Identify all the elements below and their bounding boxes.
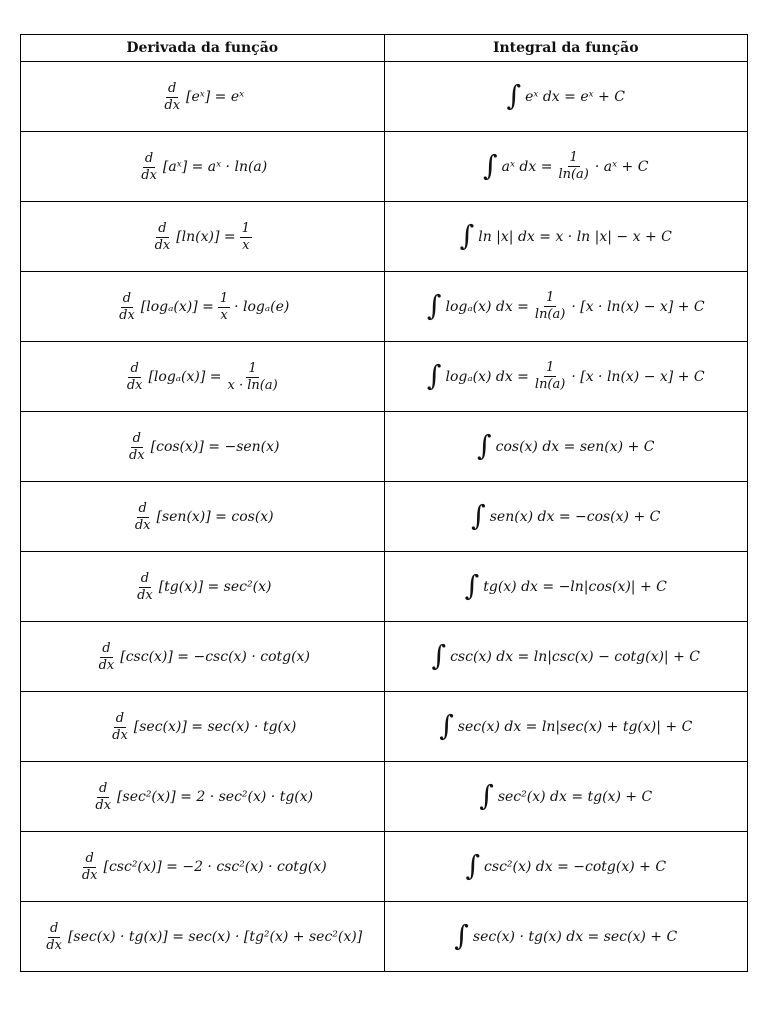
derivative-formula	[115, 291, 289, 324]
integral-tail: · aˣ + C	[594, 158, 649, 175]
result-denominator: x · ln(a)	[227, 377, 278, 393]
integral-formula	[427, 360, 705, 393]
derivative-expression: [csc(x)] = −csc(x) · cotg(x)	[120, 649, 310, 665]
derivative-formula	[123, 361, 282, 394]
integral-formula	[465, 848, 667, 882]
d-numerator: d	[99, 780, 108, 796]
result-numerator: 1	[219, 290, 229, 306]
derivative-cell	[21, 692, 385, 762]
integral-numerator: 1	[569, 150, 578, 165]
table-row	[21, 202, 748, 272]
derivative-formula	[42, 921, 362, 954]
result-denominator: x	[242, 237, 250, 253]
derivative-expression: [eˣ] = eˣ	[186, 89, 245, 105]
integral-cell	[384, 552, 748, 622]
integral-expression: sec(x) dx = ln|sec(x) + tg(x)| + C	[457, 718, 693, 735]
result-fraction	[226, 361, 280, 394]
derivative-cell	[21, 412, 385, 482]
integral-fraction	[533, 290, 567, 323]
integral-formula	[439, 708, 693, 742]
d-numerator: d	[132, 430, 141, 446]
integral-sign-icon: ∫	[483, 148, 498, 182]
integral-fraction	[533, 360, 567, 393]
d-numerator: d	[144, 150, 154, 166]
derivative-cell	[21, 202, 385, 272]
derivative-formula	[95, 641, 310, 674]
derivative-expression: [csc²(x)] = −2 · csc²(x) · cotg(x)	[103, 859, 327, 875]
table-row	[21, 342, 748, 412]
d-denominator: dx	[164, 97, 181, 113]
integral-denominator: ln(a)	[534, 377, 566, 392]
table-row	[21, 552, 748, 622]
d-denominator: dx	[137, 587, 153, 603]
derivative-expression: [aˣ] = aˣ · ln(a)	[162, 159, 268, 175]
header-integral: Integral da função	[384, 35, 748, 62]
integral-sign-icon: ∫	[426, 288, 442, 322]
integral-expression: csc²(x) dx = −cotg(x) + C	[484, 858, 667, 875]
derivative-formula	[160, 81, 244, 114]
integral-expression: aˣ dx =	[501, 158, 553, 175]
integral-expression: csc(x) dx = ln|csc(x) − cotg(x)| + C	[450, 648, 700, 665]
integral-tail: · [x · ln(x) − x] + C	[571, 368, 705, 385]
d-denominator: dx	[128, 447, 145, 463]
d-numerator: d	[140, 570, 150, 586]
integral-sign-icon: ∫	[479, 778, 494, 812]
d-dx-fraction	[125, 361, 145, 394]
integral-expression: tg(x) dx = −ln|cos(x)| + C	[483, 578, 667, 595]
integral-sign-icon: ∫	[431, 638, 447, 672]
d-denominator: dx	[98, 657, 115, 673]
integral-expression: cos(x) dx = sen(x) + C	[495, 438, 655, 455]
derivative-cell	[21, 902, 385, 972]
d-numerator: d	[85, 850, 94, 866]
derivative-cell	[21, 622, 385, 692]
result-numerator: 1	[241, 220, 250, 236]
d-numerator: d	[130, 360, 139, 376]
d-dx-fraction	[162, 81, 182, 114]
derivative-cell	[21, 762, 385, 832]
derivative-expression: [sec²(x)] = 2 · sec²(x) · tg(x)	[117, 789, 314, 805]
integral-sign-icon: ∫	[477, 428, 492, 462]
integral-numerator: 1	[545, 360, 555, 375]
derivative-expression: [ln(x)] =	[176, 229, 236, 245]
derivative-expression: [logₐ(x)] =	[140, 299, 214, 315]
integral-cell	[384, 412, 748, 482]
integral-formula	[477, 428, 655, 462]
table-row	[21, 62, 748, 132]
integral-sign-icon: ∫	[464, 568, 480, 602]
d-denominator: dx	[141, 167, 157, 183]
derivative-formula	[91, 781, 313, 814]
integral-cell	[384, 482, 748, 552]
integral-formula	[459, 218, 672, 252]
integral-denominator: ln(a)	[558, 167, 589, 182]
result-fraction	[218, 291, 230, 324]
d-dx-fraction	[97, 641, 117, 674]
integral-sign-icon: ∫	[465, 848, 481, 882]
d-denominator: dx	[126, 377, 143, 393]
table-row	[21, 692, 748, 762]
integral-expression: logₐ(x) dx =	[445, 298, 529, 315]
integral-denominator: ln(a)	[534, 307, 566, 322]
d-denominator: dx	[154, 237, 171, 253]
integral-cell	[384, 272, 748, 342]
derivative-expression: [sec(x)] = sec(x) · tg(x)	[133, 719, 297, 735]
integral-sign-icon: ∫	[426, 358, 442, 392]
d-numerator: d	[102, 640, 111, 656]
d-denominator: dx	[46, 937, 62, 953]
integral-formula	[483, 150, 648, 183]
derivative-expression: [tg(x)] = sec²(x)	[158, 579, 272, 595]
integral-formula	[454, 918, 678, 952]
table-row	[21, 902, 748, 972]
d-denominator: dx	[81, 867, 98, 883]
d-dx-fraction	[133, 501, 153, 534]
table-row	[21, 832, 748, 902]
d-dx-fraction	[44, 921, 64, 954]
derivative-expression: [cos(x)] = −sen(x)	[150, 439, 280, 455]
d-dx-fraction	[110, 711, 130, 744]
derivative-formula	[108, 711, 296, 744]
table-row	[21, 622, 748, 692]
table-row	[21, 272, 748, 342]
integral-expression: sec²(x) dx = tg(x) + C	[497, 788, 653, 805]
integral-formula	[479, 778, 653, 812]
d-dx-fraction	[153, 221, 173, 254]
integral-sign-icon: ∫	[454, 918, 469, 952]
derivative-tail: · logₐ(e)	[234, 299, 290, 315]
integral-cell	[384, 342, 748, 412]
table-body	[21, 62, 748, 972]
integral-expression: ln |x| dx = x · ln |x| − x + C	[478, 228, 672, 245]
integral-formula	[427, 290, 705, 323]
derivative-cell	[21, 342, 385, 412]
d-dx-fraction	[135, 571, 155, 604]
d-denominator: dx	[95, 797, 112, 813]
integral-cell	[384, 692, 748, 762]
derivative-cell	[21, 272, 385, 342]
d-dx-fraction	[80, 851, 100, 884]
integral-formula	[464, 568, 667, 602]
d-numerator: d	[115, 710, 125, 726]
integral-numerator: 1	[545, 290, 555, 305]
integral-tail: · [x · ln(x) − x] + C	[571, 298, 705, 315]
integral-formula	[431, 638, 700, 672]
d-numerator: d	[49, 920, 59, 936]
table-row	[21, 412, 748, 482]
table-row	[21, 482, 748, 552]
derivative-formula	[137, 151, 267, 184]
integral-expression: logₐ(x) dx =	[445, 368, 529, 385]
derivative-formula	[125, 431, 280, 464]
integral-cell	[384, 902, 748, 972]
integral-fraction	[556, 150, 590, 183]
integral-cell	[384, 762, 748, 832]
d-numerator: d	[168, 80, 177, 96]
d-denominator: dx	[119, 307, 135, 323]
derivative-cell	[21, 132, 385, 202]
d-denominator: dx	[134, 517, 151, 533]
integral-formula	[506, 78, 625, 112]
integral-formula	[471, 498, 661, 532]
derivative-expression: [sen(x)] = cos(x)	[156, 509, 274, 525]
table-row	[21, 132, 748, 202]
derivative-cell	[21, 482, 385, 552]
derivative-expression: [sec(x) · tg(x)] = sec(x) · [tg²(x) + sec²(x)]	[67, 929, 363, 945]
d-dx-fraction	[127, 431, 147, 464]
table-row	[21, 762, 748, 832]
integral-sign-icon: ∫	[506, 78, 522, 112]
integral-cell	[384, 132, 748, 202]
derivative-cell	[21, 552, 385, 622]
d-dx-fraction	[139, 151, 159, 184]
d-dx-fraction	[117, 291, 137, 324]
integral-cell	[384, 622, 748, 692]
header-derivative: Derivada da função	[21, 35, 385, 62]
integral-cell	[384, 62, 748, 132]
derivative-cell	[21, 832, 385, 902]
integral-expression: sen(x) dx = −cos(x) + C	[489, 508, 661, 525]
derivative-integral-table	[20, 34, 748, 972]
table-header-row	[21, 35, 748, 62]
result-numerator: 1	[248, 360, 257, 376]
derivative-formula	[131, 501, 274, 534]
d-numerator: d	[138, 500, 147, 516]
derivative-expression: [logₐ(x)] =	[148, 369, 222, 385]
d-numerator: d	[122, 290, 132, 306]
integral-cell	[384, 832, 748, 902]
derivative-cell	[21, 62, 385, 132]
result-fraction	[240, 221, 252, 254]
d-numerator: d	[158, 220, 167, 236]
integral-sign-icon: ∫	[439, 708, 454, 742]
d-denominator: dx	[112, 727, 128, 743]
d-dx-fraction	[93, 781, 113, 814]
derivative-formula	[78, 851, 327, 884]
integral-sign-icon: ∫	[471, 498, 486, 532]
derivative-formula	[133, 571, 271, 604]
derivative-formula	[151, 221, 254, 254]
integral-sign-icon: ∫	[459, 218, 475, 252]
integral-cell	[384, 202, 748, 272]
integral-expression: eˣ dx = eˣ + C	[525, 88, 625, 105]
integral-expression: sec(x) · tg(x) dx = sec(x) + C	[472, 928, 678, 945]
result-denominator: x	[220, 307, 228, 323]
